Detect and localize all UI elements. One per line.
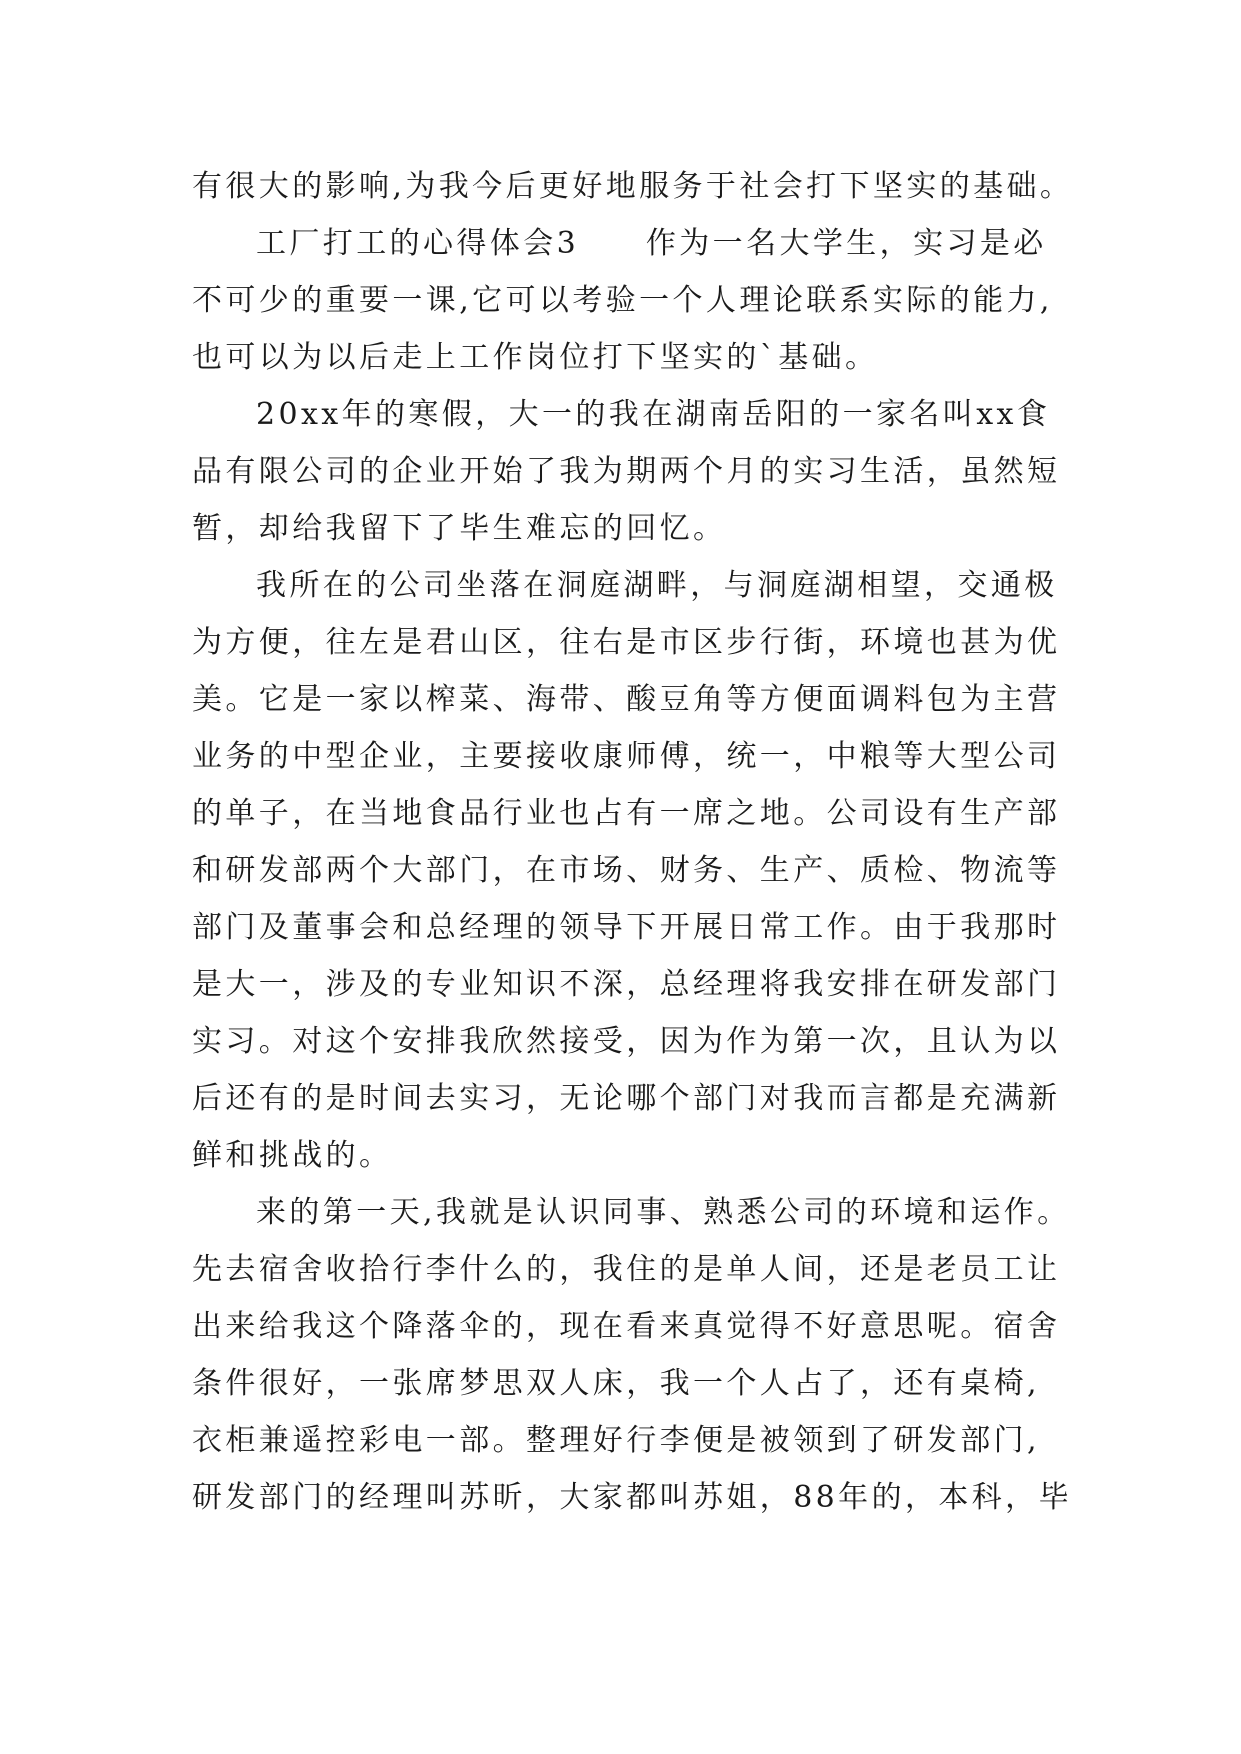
text-line: 研发部门的经理叫苏昕，大家都叫苏姐，88年的，本科，毕 bbox=[192, 1480, 1072, 1515]
text-line: 部门及董事会和总经理的领导下开展日常工作。由于我那时 bbox=[192, 910, 1061, 945]
document-body bbox=[192, 158, 1092, 1526]
text-line: 鲜和挑战的。 bbox=[192, 1138, 393, 1173]
text-line: 业务的中型企业，主要接收康师傅，统一，中粮等大型公司 bbox=[192, 739, 1061, 774]
text-line: 衣柜兼遥控彩电一部。整理好行李便是被领到了研发部门, bbox=[192, 1423, 1040, 1458]
text-line: 是大一，涉及的专业知识不深，总经理将我安排在研发部门 bbox=[192, 967, 1061, 1002]
text-line: 实习。对这个安排我欣然接受，因为作为第一次，且认为以 bbox=[192, 1024, 1061, 1059]
text-line: 条件很好，一张席梦思双人床，我一个人占了，还有桌椅, bbox=[192, 1366, 1040, 1401]
paragraph-start-line: 20xx年的寒假，大一的我在湖南岳阳的一家名叫xx食 bbox=[256, 397, 1051, 432]
text-line: 暂，却给我留下了毕生难忘的回忆。 bbox=[192, 511, 727, 546]
text-line: 不可少的重要一课,它可以考验一个人理论联系实际的能力, bbox=[192, 283, 1053, 318]
text-line: 为方便，往左是君山区，往右是市区步行街，环境也甚为优 bbox=[192, 625, 1061, 660]
paragraph-start-line: 我所在的公司坐落在洞庭湖畔，与洞庭湖相望，交通极 bbox=[256, 568, 1058, 603]
text-line: 先去宿舍收拾行李什么的，我住的是单人间，还是老员工让 bbox=[192, 1252, 1061, 1287]
paragraph-start-line: 工厂打工的心得体会3 作为一名大学生，实习是必 bbox=[256, 226, 1047, 261]
text-line: 出来给我这个降落伞的，现在看来真觉得不好意思呢。宿舍 bbox=[192, 1309, 1061, 1344]
paragraph-start-line: 来的第一天,我就是认识同事、熟悉公司的环境和运作。 bbox=[256, 1195, 1071, 1230]
text-line: 也可以为以后走上工作岗位打下坚实的`基础。 bbox=[192, 340, 879, 375]
text-line: 有很大的影响,为我今后更好地服务于社会打下坚实的基础。 bbox=[192, 169, 1074, 204]
text-line: 后还有的是时间去实习，无论哪个部门对我而言都是充满新 bbox=[192, 1081, 1061, 1116]
text-line: 美。它是一家以榨菜、海带、酸豆角等方便面调料包为主营 bbox=[192, 682, 1061, 717]
text-line: 的单子，在当地食品行业也占有一席之地。公司设有生产部 bbox=[192, 796, 1061, 831]
text-line: 品有限公司的企业开始了我为期两个月的实习生活，虽然短 bbox=[192, 454, 1061, 489]
text-line: 和研发部两个大部门，在市场、财务、生产、质检、物流等 bbox=[192, 853, 1061, 888]
